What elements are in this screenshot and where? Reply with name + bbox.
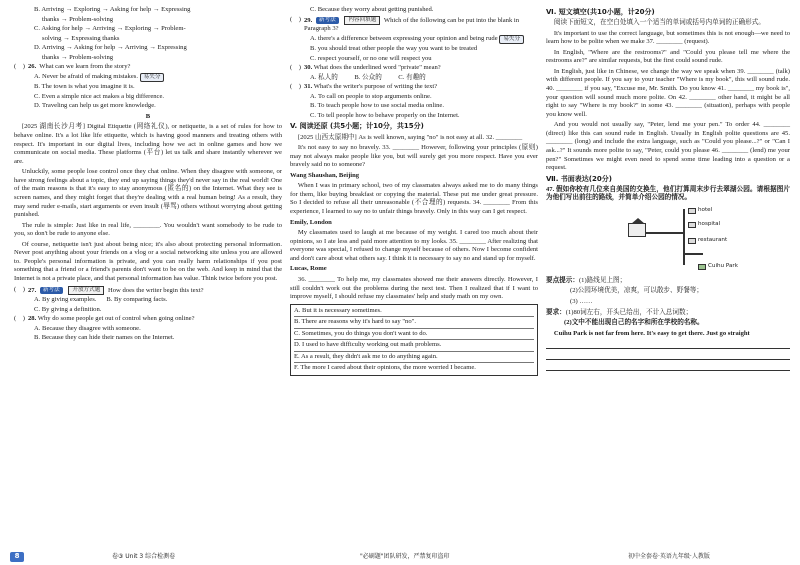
park-icon	[698, 264, 706, 270]
point: (2)公园环境优美，凉爽，可以散步、野餐等；	[570, 287, 703, 295]
option: B. you should treat other people the way you want to be treated	[310, 44, 478, 52]
route-map	[628, 205, 752, 275]
box-option: D. I used to have difficulty working out math problems.	[294, 340, 534, 352]
option: A. By giving examples. B. By comparing facts.	[34, 296, 168, 304]
passage-paragraph: 36. ________ To help me, my classmates showed me their answers directly. However, I still couldn't work out the problems during the next test. Then I realized that if I want to improve myself, I should refuse my classmates' help and study math on my own.	[290, 275, 538, 301]
option: C. Because they worry about getting punished.	[310, 6, 434, 13]
passage-paragraph: [2025 山西太原期中] As is well known, saying "no" is not easy at all. 32. ________	[297, 133, 523, 141]
column-middle	[290, 6, 538, 376]
points: 要点提示：(1)路线见上图；	[546, 276, 627, 284]
restaurant-icon	[688, 238, 696, 244]
question-28: ( ) 28. Why do some people get out of control when going online?	[14, 315, 195, 323]
instructions: 阅读下面短文，在空白处填入一个适当的单词或括号内单词的正确形式。	[553, 19, 765, 27]
map-poi: restaurant	[688, 237, 727, 244]
requirements: 要求：(1)80词左右，开头已给出，不计入总词数；	[546, 308, 693, 316]
passage-paragraph: And you would not usually say, "Peter, lend me your pen." To order 44. ________ (direct) like this can sound rude in English. Usually in English polite questions are 45. ________ (long) and include the extra language, such as "Could you please...?" or "Can I ask...?" It sounds more polite to say, "Peter, could you please 46. ________ (lend) me your pen?" Sometimes we might even need to spend some time leading into a question or a request.	[546, 121, 790, 172]
page-number: 8	[10, 552, 24, 562]
option: A. To call on people to stop arguments online.	[310, 92, 432, 100]
hospital-icon	[688, 222, 696, 228]
new-type-badge: 新考法	[40, 287, 63, 294]
section-heading: V. 阅读还原 (共5小题；计10分，共15分)	[290, 122, 424, 131]
passage-paragraph: It's important to use the correct language, but sometimes this is not enough—we need to learn how to be polite when we make 37. ________ (request).	[546, 29, 790, 46]
box-option: A. But it is necessary sometimes.	[294, 306, 534, 318]
map-poi: Cuihu Park	[698, 263, 738, 270]
box-option: C. Sometimes, you do things you don't want to do.	[294, 329, 534, 341]
answer-line[interactable]	[546, 340, 790, 349]
point: (3) ……	[570, 298, 593, 305]
requirement: (2)文中不能出现自己的名字和所在学校的名称。	[564, 319, 704, 327]
author-name: Lucas, Rome	[290, 265, 327, 273]
section-b-heading: B	[145, 112, 151, 120]
question-27: ( ) 27. 新考法 开放方式题 How does the writer begin this text?	[14, 285, 204, 294]
option: C. respect yourself, or no one will respect you	[310, 54, 432, 62]
author-name: Wang Shaushan, Beijing	[290, 171, 360, 179]
option: thanks → Problem-solving	[42, 53, 114, 61]
option: A. there's a difference between expressing your opinion and being rude 易失分	[290, 35, 538, 44]
box-option: F. The more I cared about their opinions, the more worried I became.	[294, 364, 476, 372]
road-segment	[646, 232, 684, 234]
answer-line[interactable]	[546, 362, 790, 371]
question-29: ( ) 29. 新考法 内容回填题 Which of the following can be put into the blank in Paragraph 3?	[290, 15, 520, 33]
passage-paragraph: In English, just like in Chinese, we change the way we speak when 39. ________ (talk) with different people. If you say to your teacher "Where is my book", this will sound rude. 40. ________ if you say, "Excuse me, Mr. Smith. Do you know 41. ________ my book is", your question will sound much more polite. On 42. ________ other hand, it might be all right to say "Where is my book?" in some 43. ________ (situation), perhaps with people you know well.	[546, 67, 790, 118]
map-poi: hospital	[688, 221, 720, 228]
option: D. Arriving → Asking for help → Arriving → Expressing	[34, 44, 187, 52]
writing-prompt: 47. 假如你校有几位来自美国的交换生，他们打算周末步行去翠湖公园。请根据图片为他们写出前往的路线，并简单介绍公园的情况。	[546, 185, 790, 202]
school-icon	[628, 223, 646, 237]
passage-paragraph: [2025 湖南长沙月考] Digital Etiquette (网络礼仪), or netiquette, is a set of rules for how to behave online. It's a lot like life etiquette, which is having good manners and treating others with respect. It's important in our digital lives, including how we act in online games and how we communicate on social media. These platforms (平台) let us talk and share instantly wherever we are.	[14, 123, 282, 165]
option: C. Even a simple nice act makes a big difference.	[34, 92, 165, 100]
footer-middle: "必刷题"团队研发，严禁复印盗印	[360, 553, 450, 561]
error-prone-tag: 易失分	[140, 73, 165, 82]
building-icon	[688, 208, 696, 214]
passage-paragraph: When I was in primary school, two of my classmates always asked me to do many things for them, like buying breakfast or copying the material. These put me under great pressure. So I decided to refuse all their unreasonable (不合理的) requests. 34. ________ From this experience, I learned to say no to unfair things bravely. Only in this way can I get respect.	[290, 182, 538, 216]
passage-paragraph: It's not easy to say no bravely. 33. ________ However, following your principles (原则) may not always make people like you, but will surely get you more respect. Have you ever bravely said no to someone?	[290, 144, 538, 169]
option: A. Because they disagree with someone.	[34, 324, 141, 332]
passage-paragraph: Unluckily, some people lose control once they chat online. When they disagree with someone, or have strong feelings about a topic, they end up saying things they'd never say in the real world! One of the main reasons is that it's easy to stay anonymous (匿名的) on the Internet. What they see is screen names, and they might forget that they're dealing with a real human being! As a result, they may send ruder e-mails, start arguments or even insult (辱骂) others without worrying about getting punished.	[14, 168, 282, 219]
question-type-badge: 开放方式题	[68, 286, 104, 295]
section-heading: Ⅶ. 书面表达(20分)	[546, 174, 612, 183]
passage-paragraph: My classmates used to laugh at me because of my weight. I cared too much about their opinions, so I ate less and paid more attention to my looks. 35. ________ After realizing that everyone was special, I refused to change myself because of others. Now I become confident and don't care about what others say. I think it is necessary to say no and stand up for myself.	[290, 229, 538, 262]
option: B. The town is what you imagine it is.	[34, 83, 135, 91]
box-option: E. As a result, they didn't ask me to do anything again.	[294, 352, 534, 364]
column-left	[14, 6, 282, 344]
option: C. By giving a definition.	[34, 305, 102, 313]
option: D. Traveling can help us get more knowledge.	[34, 102, 156, 110]
options-box	[290, 304, 538, 376]
passage-paragraph: In English, "Where are the restrooms?" and "Could you please tell me where the restrooms are?" are similar requests, but the first could sound rude.	[546, 48, 790, 65]
footer-right: 初中全套卷·英语九年级·人教版	[628, 553, 710, 561]
error-prone-tag: 易失分	[499, 35, 524, 44]
author-name: Emily, London	[290, 218, 332, 226]
option: C. Asking for help → Arriving → Exploring → Problem-	[34, 25, 186, 33]
option: B. Because they can hide their names on the Internet.	[34, 334, 175, 342]
option: A. Never be afraid of making mistakes. 易失分	[14, 73, 282, 82]
passage-paragraph: The rule is simple: Just like in real life, ________. You wouldn't want somebody to be rude to you, so don't be rude to anyone else.	[14, 221, 282, 238]
essay-start: Cuihu Park is not far from here. It's easy to get there. Just go straight	[553, 329, 750, 337]
option: C. To tell people how to behave properly on the Internet.	[310, 111, 460, 119]
section-heading: Ⅵ. 短文填空(共10小题，计20分)	[546, 8, 655, 16]
answer-line[interactable]	[546, 351, 790, 360]
footer-left: 卷③ Unit 3 综合检测卷	[112, 553, 176, 561]
option: B. Arriving → Exploring → Asking for help → Expressing	[34, 6, 191, 13]
question-type-badge: 内容回填题	[344, 16, 380, 25]
option: A. 私人的 B. 公众的 C. 有趣的	[310, 73, 426, 81]
passage-paragraph: Of course, netiquette isn't just about being nice; it's also about protecting personal information. Never post anything about your friends on a vlog or a social networking site unless you are allowed to. People's personal information is private, and you can really harm relationships if you post something that a friend or a friend's parents don't want to be on the web. And keep in mind that the Internet is not a private place, and that personal information has value. Think twice before you post.	[14, 240, 282, 283]
question-31: ( ) 31. What's the writer's purpose of writing the text?	[290, 83, 438, 91]
map-poi: hotel	[688, 207, 712, 214]
q25-options	[14, 6, 282, 62]
column-right	[546, 6, 790, 373]
road-segment	[683, 209, 685, 265]
option: solving → Expressing thanks	[42, 34, 120, 42]
question-30: ( ) 30. What does the underlined word "private" mean?	[290, 64, 441, 72]
option: thanks → Problem-solving	[42, 15, 114, 23]
new-type-badge: 新考法	[316, 17, 339, 24]
option: B. To teach people how to use social media online.	[310, 102, 445, 110]
box-option: B. There are reasons why it's hard to say "no".	[294, 317, 534, 329]
road-segment	[683, 253, 703, 255]
question-26: ( ) 26. What can we learn from the story?	[14, 63, 131, 71]
